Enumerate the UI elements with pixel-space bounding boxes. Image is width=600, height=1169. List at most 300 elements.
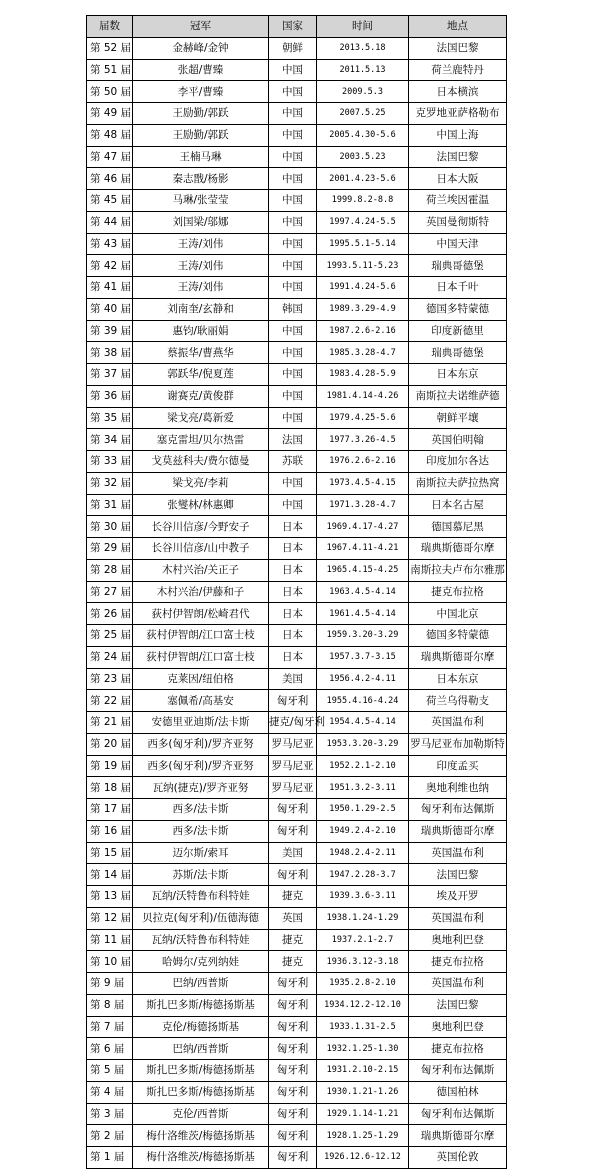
- cell-edition: 第 50 届: [87, 81, 133, 103]
- cell-champion: 马琳/张莹莹: [133, 190, 269, 212]
- cell-place: 英国温布利: [409, 907, 507, 929]
- cell-place: 德国多特蒙德: [409, 625, 507, 647]
- cell-country: 中国: [269, 255, 317, 277]
- cell-place: 奥地利巴登: [409, 1016, 507, 1038]
- champions-table: [86, 15, 507, 1169]
- cell-country: 中国: [269, 494, 317, 516]
- table-row: [87, 59, 507, 81]
- cell-time: 1939.3.6-3.11: [317, 886, 409, 908]
- cell-edition: 第 11 届: [87, 929, 133, 951]
- cell-place: 法国巴黎: [409, 994, 507, 1016]
- cell-edition: 第 7 届: [87, 1016, 133, 1038]
- cell-country: 中国: [269, 472, 317, 494]
- cell-edition: 第 46 届: [87, 168, 133, 190]
- cell-edition: 第 20 届: [87, 733, 133, 755]
- table-row: [87, 81, 507, 103]
- cell-country: 中国: [269, 277, 317, 299]
- cell-champion: 瓦纳/沃特鲁布科特娃: [133, 886, 269, 908]
- cell-country: 匈牙利: [269, 1125, 317, 1147]
- cell-champion: 惠钧/耿丽娟: [133, 320, 269, 342]
- cell-place: 奥地利维也纳: [409, 777, 507, 799]
- table-row: [87, 842, 507, 864]
- cell-time: 1993.5.11-5.23: [317, 255, 409, 277]
- cell-edition: 第 41 届: [87, 277, 133, 299]
- cell-country: 美国: [269, 668, 317, 690]
- cell-country: 苏联: [269, 451, 317, 473]
- cell-place: 日本横滨: [409, 81, 507, 103]
- table-row: [87, 494, 507, 516]
- cell-champion: 瓦纳(捷克)/罗齐亚努: [133, 777, 269, 799]
- cell-edition: 第 48 届: [87, 124, 133, 146]
- cell-champion: 克伦/西普斯: [133, 1103, 269, 1125]
- cell-place: 英国伦敦: [409, 1147, 507, 1169]
- cell-champion: 梅什洛维茨/梅德扬斯基: [133, 1147, 269, 1169]
- table-row: [87, 407, 507, 429]
- cell-edition: 第 16 届: [87, 820, 133, 842]
- table-row: [87, 320, 507, 342]
- cell-time: 1947.2.28-3.7: [317, 864, 409, 886]
- cell-place: 瑞典哥德堡: [409, 342, 507, 364]
- cell-place: 德国柏林: [409, 1081, 507, 1103]
- cell-edition: 第 23 届: [87, 668, 133, 690]
- cell-place: 日本千叶: [409, 277, 507, 299]
- cell-place: 法国巴黎: [409, 146, 507, 168]
- cell-place: 奥地利巴登: [409, 929, 507, 951]
- cell-edition: 第 34 届: [87, 429, 133, 451]
- cell-champion: 斯扎巴多斯/梅德扬斯基: [133, 1081, 269, 1103]
- cell-time: 1936.3.12-3.18: [317, 951, 409, 973]
- cell-edition: 第 52 届: [87, 37, 133, 59]
- cell-time: 1929.1.14-1.21: [317, 1103, 409, 1125]
- table-row: [87, 820, 507, 842]
- cell-champion: 荻村伊智朗/江口富士枝: [133, 625, 269, 647]
- cell-champion: 斯扎巴多斯/梅德扬斯基: [133, 1060, 269, 1082]
- cell-edition: 第 42 届: [87, 255, 133, 277]
- cell-country: 日本: [269, 516, 317, 538]
- cell-place: 日本大阪: [409, 168, 507, 190]
- cell-edition: 第 28 届: [87, 559, 133, 581]
- table-row: [87, 538, 507, 560]
- cell-edition: 第 19 届: [87, 755, 133, 777]
- cell-edition: 第 12 届: [87, 907, 133, 929]
- table-row: [87, 1038, 507, 1060]
- cell-place: 荷兰乌得勒支: [409, 690, 507, 712]
- cell-champion: 塞佩希/高基安: [133, 690, 269, 712]
- cell-place: 中国上海: [409, 124, 507, 146]
- table-row: [87, 1125, 507, 1147]
- table-row: [87, 886, 507, 908]
- cell-place: 法国巴黎: [409, 37, 507, 59]
- cell-place: 匈牙利布达佩斯: [409, 799, 507, 821]
- cell-country: 中国: [269, 190, 317, 212]
- cell-edition: 第 4 届: [87, 1081, 133, 1103]
- cell-place: 南斯拉夫诺维萨德: [409, 385, 507, 407]
- cell-country: 中国: [269, 407, 317, 429]
- cell-champion: 克莱因/纽伯格: [133, 668, 269, 690]
- cell-time: 1949.2.4-2.10: [317, 820, 409, 842]
- cell-place: 荷兰鹿特丹: [409, 59, 507, 81]
- cell-time: 1965.4.15-4.25: [317, 559, 409, 581]
- cell-country: 匈牙利: [269, 690, 317, 712]
- cell-champion: 谢赛克/黄俊群: [133, 385, 269, 407]
- cell-place: 瑞典哥德堡: [409, 255, 507, 277]
- table-row: [87, 277, 507, 299]
- cell-country: 匈牙利: [269, 1038, 317, 1060]
- cell-edition: 第 32 届: [87, 472, 133, 494]
- header-country: 国家: [269, 16, 317, 38]
- cell-place: 德国慕尼黑: [409, 516, 507, 538]
- cell-champion: 西多(匈牙利)/罗齐亚努: [133, 733, 269, 755]
- cell-place: 荷兰埃因霍温: [409, 190, 507, 212]
- cell-place: 中国天津: [409, 233, 507, 255]
- cell-place: 南斯拉夫卢布尔雅那: [409, 559, 507, 581]
- cell-time: 1985.3.28-4.7: [317, 342, 409, 364]
- cell-edition: 第 13 届: [87, 886, 133, 908]
- cell-champion: 西多/法卡斯: [133, 799, 269, 821]
- cell-champion: 巴纳/西普斯: [133, 1038, 269, 1060]
- cell-country: 匈牙利: [269, 820, 317, 842]
- cell-country: 匈牙利: [269, 1016, 317, 1038]
- cell-edition: 第 6 届: [87, 1038, 133, 1060]
- table-row: [87, 1147, 507, 1169]
- table-row: [87, 973, 507, 995]
- table-row: [87, 190, 507, 212]
- cell-country: 日本: [269, 538, 317, 560]
- cell-place: 瑞典斯德哥尔摩: [409, 538, 507, 560]
- cell-place: 印度新德里: [409, 320, 507, 342]
- table-row: [87, 146, 507, 168]
- cell-country: 罗马尼亚: [269, 777, 317, 799]
- cell-time: 1956.4.2-4.11: [317, 668, 409, 690]
- cell-time: 1987.2.6-2.16: [317, 320, 409, 342]
- cell-champion: 郭跃华/倪夏莲: [133, 364, 269, 386]
- table-row: [87, 646, 507, 668]
- cell-champion: 王涛/刘伟: [133, 233, 269, 255]
- cell-time: 2005.4.30-5.6: [317, 124, 409, 146]
- header-place: 地点: [409, 16, 507, 38]
- table-row: [87, 472, 507, 494]
- cell-champion: 蔡振华/曹燕华: [133, 342, 269, 364]
- table-row: [87, 929, 507, 951]
- cell-time: 1931.2.10-2.15: [317, 1060, 409, 1082]
- cell-champion: 王涛/刘伟: [133, 277, 269, 299]
- table-row: [87, 451, 507, 473]
- cell-country: 法国: [269, 429, 317, 451]
- cell-edition: 第 15 届: [87, 842, 133, 864]
- cell-country: 捷克: [269, 929, 317, 951]
- cell-country: 中国: [269, 168, 317, 190]
- table-row: [87, 755, 507, 777]
- cell-edition: 第 39 届: [87, 320, 133, 342]
- cell-time: 1973.4.5-4.15: [317, 472, 409, 494]
- cell-time: 2007.5.25: [317, 103, 409, 125]
- cell-place: 印度孟买: [409, 755, 507, 777]
- cell-time: 1999.8.2-8.8: [317, 190, 409, 212]
- cell-edition: 第 27 届: [87, 581, 133, 603]
- cell-country: 美国: [269, 842, 317, 864]
- cell-place: 瑞典斯德哥尔摩: [409, 646, 507, 668]
- table-row: [87, 516, 507, 538]
- cell-edition: 第 1 届: [87, 1147, 133, 1169]
- cell-champion: 西多(匈牙利)/罗齐亚努: [133, 755, 269, 777]
- cell-time: 1981.4.14-4.26: [317, 385, 409, 407]
- cell-champion: 苏斯/法卡斯: [133, 864, 269, 886]
- cell-country: 匈牙利: [269, 973, 317, 995]
- cell-country: 中国: [269, 364, 317, 386]
- cell-time: 1934.12.2-12.10: [317, 994, 409, 1016]
- table-row: [87, 168, 507, 190]
- table-row: [87, 385, 507, 407]
- cell-edition: 第 9 届: [87, 973, 133, 995]
- cell-place: 英国温布利: [409, 973, 507, 995]
- cell-time: 1955.4.16-4.24: [317, 690, 409, 712]
- header-edition: 届数: [87, 16, 133, 38]
- cell-champion: 巴纳/西普斯: [133, 973, 269, 995]
- cell-champion: 荻村伊智朗/江口富士枝: [133, 646, 269, 668]
- cell-edition: 第 18 届: [87, 777, 133, 799]
- cell-country: 日本: [269, 559, 317, 581]
- mixed-doubles-champions-table-container: [86, 15, 506, 1169]
- table-row: [87, 233, 507, 255]
- cell-place: 匈牙利布达佩斯: [409, 1060, 507, 1082]
- cell-edition: 第 29 届: [87, 538, 133, 560]
- table-row: [87, 603, 507, 625]
- cell-champion: 王涛/刘伟: [133, 255, 269, 277]
- cell-time: 1948.2.4-2.11: [317, 842, 409, 864]
- cell-champion: 长谷川信彦/今野安子: [133, 516, 269, 538]
- table-row: [87, 298, 507, 320]
- cell-country: 中国: [269, 211, 317, 233]
- cell-champion: 克伦/梅德扬斯基: [133, 1016, 269, 1038]
- cell-champion: 木村兴治/关正子: [133, 559, 269, 581]
- cell-time: 2009.5.3: [317, 81, 409, 103]
- cell-country: 韩国: [269, 298, 317, 320]
- cell-edition: 第 31 届: [87, 494, 133, 516]
- cell-place: 捷克布拉格: [409, 581, 507, 603]
- cell-time: 1932.1.25-1.30: [317, 1038, 409, 1060]
- cell-place: 印度加尔各达: [409, 451, 507, 473]
- cell-country: 英国: [269, 907, 317, 929]
- cell-edition: 第 51 届: [87, 59, 133, 81]
- cell-country: 捷克/匈牙利: [269, 712, 317, 734]
- cell-champion: 刘国梁/邬娜: [133, 211, 269, 233]
- table-body: [87, 37, 507, 1168]
- cell-country: 日本: [269, 646, 317, 668]
- cell-champion: 瓦纳/沃特鲁布科特娃: [133, 929, 269, 951]
- cell-time: 2013.5.18: [317, 37, 409, 59]
- cell-country: 中国: [269, 103, 317, 125]
- table-row: [87, 255, 507, 277]
- cell-edition: 第 30 届: [87, 516, 133, 538]
- table-row: [87, 37, 507, 59]
- cell-time: 2011.5.13: [317, 59, 409, 81]
- cell-champion: 戈莫兹科夫/费尔德曼: [133, 451, 269, 473]
- cell-edition: 第 43 届: [87, 233, 133, 255]
- cell-country: 中国: [269, 385, 317, 407]
- cell-edition: 第 5 届: [87, 1060, 133, 1082]
- cell-edition: 第 21 届: [87, 712, 133, 734]
- cell-champion: 木村兴治/伊藤和子: [133, 581, 269, 603]
- table-header-row: [87, 16, 507, 38]
- table-row: [87, 777, 507, 799]
- cell-time: 1963.4.5-4.14: [317, 581, 409, 603]
- table-row: [87, 733, 507, 755]
- cell-time: 1950.1.29-2.5: [317, 799, 409, 821]
- table-row: [87, 211, 507, 233]
- header-champion: 冠军: [133, 16, 269, 38]
- cell-place: 法国巴黎: [409, 864, 507, 886]
- cell-country: 匈牙利: [269, 1081, 317, 1103]
- cell-edition: 第 3 届: [87, 1103, 133, 1125]
- cell-champion: 斯扎巴多斯/梅德扬斯基: [133, 994, 269, 1016]
- cell-edition: 第 37 届: [87, 364, 133, 386]
- table-row: [87, 1103, 507, 1125]
- cell-time: 1928.1.25-1.29: [317, 1125, 409, 1147]
- cell-edition: 第 17 届: [87, 799, 133, 821]
- table-row: [87, 124, 507, 146]
- cell-country: 朝鲜: [269, 37, 317, 59]
- table-row: [87, 559, 507, 581]
- cell-place: 英国伯明翰: [409, 429, 507, 451]
- cell-time: 1997.4.24-5.5: [317, 211, 409, 233]
- cell-time: 1926.12.6-12.12: [317, 1147, 409, 1169]
- cell-time: 1954.4.5-4.14: [317, 712, 409, 734]
- cell-time: 1957.3.7-3.15: [317, 646, 409, 668]
- cell-time: 2001.4.23-5.6: [317, 168, 409, 190]
- header-time: 时间: [317, 16, 409, 38]
- cell-time: 1951.3.2-3.11: [317, 777, 409, 799]
- cell-place: 日本东京: [409, 364, 507, 386]
- cell-champion: 迈尔斯/索耳: [133, 842, 269, 864]
- cell-champion: 王楠马琳: [133, 146, 269, 168]
- cell-time: 1976.2.6-2.16: [317, 451, 409, 473]
- cell-edition: 第 45 届: [87, 190, 133, 212]
- cell-edition: 第 8 届: [87, 994, 133, 1016]
- cell-edition: 第 22 届: [87, 690, 133, 712]
- table-row: [87, 994, 507, 1016]
- table-row: [87, 690, 507, 712]
- cell-champion: 李平/曹臻: [133, 81, 269, 103]
- cell-edition: 第 40 届: [87, 298, 133, 320]
- cell-place: 中国北京: [409, 603, 507, 625]
- cell-edition: 第 26 届: [87, 603, 133, 625]
- cell-time: 1933.1.31-2.5: [317, 1016, 409, 1038]
- cell-time: 1967.4.11-4.21: [317, 538, 409, 560]
- cell-place: 英国温布利: [409, 842, 507, 864]
- cell-country: 匈牙利: [269, 799, 317, 821]
- table-row: [87, 864, 507, 886]
- cell-time: 1991.4.24-5.6: [317, 277, 409, 299]
- cell-place: 日本名古屋: [409, 494, 507, 516]
- cell-place: 英国曼彻斯特: [409, 211, 507, 233]
- cell-country: 罗马尼亚: [269, 755, 317, 777]
- cell-place: 日本东京: [409, 668, 507, 690]
- cell-place: 捷克布拉格: [409, 951, 507, 973]
- cell-place: 瑞典斯德哥尔摩: [409, 820, 507, 842]
- cell-edition: 第 36 届: [87, 385, 133, 407]
- cell-country: 匈牙利: [269, 864, 317, 886]
- table-row: [87, 1016, 507, 1038]
- cell-country: 中国: [269, 342, 317, 364]
- cell-place: 南斯拉夫萨拉热窝: [409, 472, 507, 494]
- cell-edition: 第 35 届: [87, 407, 133, 429]
- cell-country: 中国: [269, 320, 317, 342]
- cell-country: 匈牙利: [269, 1103, 317, 1125]
- cell-edition: 第 10 届: [87, 951, 133, 973]
- cell-time: 1983.4.28-5.9: [317, 364, 409, 386]
- cell-champion: 梁戈亮/李莉: [133, 472, 269, 494]
- cell-edition: 第 44 届: [87, 211, 133, 233]
- cell-edition: 第 2 届: [87, 1125, 133, 1147]
- cell-champion: 荻村伊智朗/松崎君代: [133, 603, 269, 625]
- table-row: [87, 951, 507, 973]
- cell-country: 中国: [269, 233, 317, 255]
- cell-edition: 第 38 届: [87, 342, 133, 364]
- table-row: [87, 581, 507, 603]
- cell-time: 1961.4.5-4.14: [317, 603, 409, 625]
- cell-time: 1969.4.17-4.27: [317, 516, 409, 538]
- table-row: [87, 799, 507, 821]
- cell-champion: 安德里亚迪斯/法卡斯: [133, 712, 269, 734]
- cell-place: 克罗地亚萨格勒布: [409, 103, 507, 125]
- cell-place: 埃及开罗: [409, 886, 507, 908]
- table-row: [87, 342, 507, 364]
- cell-champion: 长谷川信彦/山中教子: [133, 538, 269, 560]
- cell-country: 中国: [269, 146, 317, 168]
- cell-place: 德国多特蒙德: [409, 298, 507, 320]
- cell-champion: 金赫峰/金钟: [133, 37, 269, 59]
- cell-champion: 张超/曹臻: [133, 59, 269, 81]
- cell-time: 1937.2.1-2.7: [317, 929, 409, 951]
- cell-time: 1953.3.20-3.29: [317, 733, 409, 755]
- cell-country: 匈牙利: [269, 1147, 317, 1169]
- cell-champion: 张燮林/林惠卿: [133, 494, 269, 516]
- cell-country: 匈牙利: [269, 1060, 317, 1082]
- cell-champion: 西多/法卡斯: [133, 820, 269, 842]
- table-row: [87, 907, 507, 929]
- cell-champion: 塞克雷坦/贝尔热雷: [133, 429, 269, 451]
- table-row: [87, 668, 507, 690]
- table-row: [87, 103, 507, 125]
- cell-champion: 梁戈亮/葛新爱: [133, 407, 269, 429]
- cell-time: 1938.1.24-1.29: [317, 907, 409, 929]
- cell-time: 1952.2.1-2.10: [317, 755, 409, 777]
- cell-country: 罗马尼亚: [269, 733, 317, 755]
- cell-time: 1977.3.26-4.5: [317, 429, 409, 451]
- cell-country: 捷克: [269, 886, 317, 908]
- table-row: [87, 364, 507, 386]
- cell-time: 1989.3.29-4.9: [317, 298, 409, 320]
- cell-edition: 第 33 届: [87, 451, 133, 473]
- cell-edition: 第 25 届: [87, 625, 133, 647]
- cell-place: 罗马尼亚布加勒斯特: [409, 733, 507, 755]
- table-row: [87, 712, 507, 734]
- cell-time: 2003.5.23: [317, 146, 409, 168]
- table-row: [87, 1081, 507, 1103]
- cell-country: 捷克: [269, 951, 317, 973]
- cell-place: 瑞典斯德哥尔摩: [409, 1125, 507, 1147]
- cell-champion: 刘南奎/玄静和: [133, 298, 269, 320]
- cell-country: 日本: [269, 603, 317, 625]
- cell-champion: 王励勤/郭跃: [133, 124, 269, 146]
- cell-champion: 梅什洛维茨/梅德扬斯基: [133, 1125, 269, 1147]
- cell-time: 1930.1.21-1.26: [317, 1081, 409, 1103]
- table-row: [87, 1060, 507, 1082]
- cell-country: 日本: [269, 581, 317, 603]
- cell-champion: 王励勤/郭跃: [133, 103, 269, 125]
- cell-country: 中国: [269, 124, 317, 146]
- cell-champion: 秦志戬/杨影: [133, 168, 269, 190]
